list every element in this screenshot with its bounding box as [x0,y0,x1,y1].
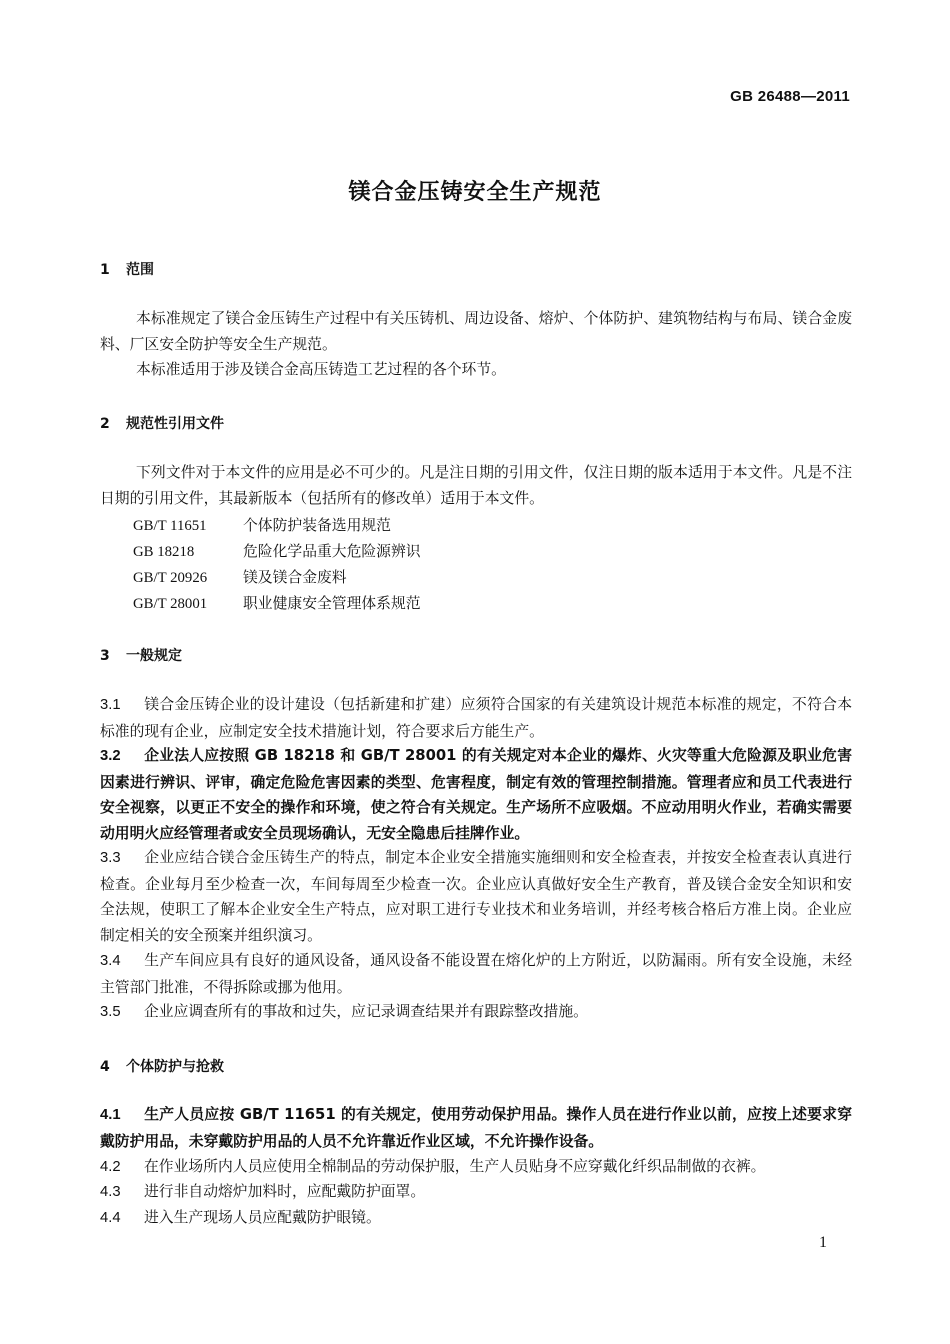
clause-number: 4.1 [100,1107,121,1123]
clause-text: 在作业场所内人员应使用全棉制品的劳动保护服，生产人员贴身不应穿戴化纤织品制做的衣裤。 [144,1158,766,1175]
clause-number: 4.2 [100,1159,121,1175]
clause-3-4 [100,948,852,1000]
clause-3-1 [100,692,852,744]
clause-number: 3.1 [100,697,121,713]
section-title: 范围 [126,262,154,278]
reference-name: 镁及镁合金废料 [243,569,347,586]
clause-number: 3.4 [100,953,121,969]
reference-code: GB 18218 [133,544,195,560]
clause-4-1 [100,1102,852,1154]
reference-code: GB/T 28001 [133,596,208,612]
reference-code: GB/T 11651 [133,518,207,534]
section-number: 2 [100,416,110,432]
clause-number: 3.3 [100,850,121,866]
clause-text: 进入生产现场人员应配戴防护眼镜。 [144,1209,381,1226]
clause-text: 企业法人应按照 GB 18218 和 GB/T 28001 的有关规定对本企业的爆炸、火灾等重大危险源及职业危害因素进行辨识、评审，确定危险危害因素的类型、危害程度，制定有效的管理控制措施。管理者应和员工代表进行安全视察，以更正不安全的操作和环境，使之符合有关规定。生产场所不应吸烟。不应动用明火作业，若确实需要动用明火应经管理者或安全员现场确认，无安全隐患后挂牌作业。 [100,747,852,842]
section-title: 个体防护与抢救 [126,1059,224,1075]
clause-4-4 [100,1205,852,1232]
section-1-paragraph-1: 本标准规定了镁合金压铸生产过程中有关压铸机、周边设备、熔炉、个体防护、建筑物结构与布局、镁合金废料、厂区安全防护等安全生产规范。 [100,310,852,353]
clause-text: 镁合金压铸企业的设计建设（包括新建和扩建）应须符合国家的有关建筑设计规范本标准的规定，不符合本标准的现有企业，应制定安全技术措施计划，符合要求后方能生产。 [100,696,852,740]
reference-name: 个体防护装备选用规范 [243,517,391,534]
clause-3-3 [100,845,852,948]
clause-number: 3.2 [100,748,121,764]
section-title: 规范性引用文件 [126,416,224,432]
reference-item [133,514,391,535]
clause-text: 生产人员应按 GB/T 11651 的有关规定，使用劳动保护用品。操作人员在进行作业以前，应按上述要求穿戴防护用品，未穿戴防护用品的人员不允许靠近作业区域，不允许操作设备。 [100,1106,852,1150]
clause-4-2 [100,1154,852,1181]
section-2-paragraph-1: 下列文件对于本文件的应用是必不可少的。凡是注日期的引用文件，仅注日期的版本适用于本文件。凡是不注日期的引用文件，其最新版本（包括所有的修改单）适用于本文件。 [100,464,852,507]
section-3-heading [100,645,182,665]
reference-name: 危险化学品重大危险源辨识 [243,543,421,560]
section-1-heading [100,259,154,279]
standard-code: GB 26488—2011 [730,88,850,105]
clause-number: 4.3 [100,1184,121,1200]
clause-3-5 [100,999,852,1026]
page-number: 1 [819,1234,827,1251]
clause-text: 企业应结合镁合金压铸生产的特点，制定本企业安全措施实施细则和安全检查表，并按安全检查表认真进行检查。企业每月至少检查一次，车间每周至少检查一次。企业应认真做好安全生产教育，普及镁合金安全知识和安全法规，使职工了解本企业安全生产特点，应对职工进行专业技术和业务培训，并经考核合格后方准上岗。企业应制定相关的安全预案并组织演习。 [100,849,852,944]
section-number: 3 [100,648,110,664]
clause-number: 4.4 [100,1210,121,1226]
clause-text: 企业应调查所有的事故和过失，应记录调查结果并有跟踪整改措施。 [144,1003,588,1020]
reference-item [133,566,347,587]
reference-name: 职业健康安全管理体系规范 [243,595,421,612]
clause-number: 3.5 [100,1004,121,1020]
section-1-paragraph-2: 本标准适用于涉及镁合金高压铸造工艺过程的各个环节。 [136,361,506,378]
section-number: 4 [100,1059,110,1075]
section-title: 一般规定 [126,648,182,664]
reference-item [133,592,421,613]
document-title: 镁合金压铸安全生产规范 [348,180,602,205]
section-4-heading [100,1056,224,1076]
clause-4-3 [100,1179,852,1206]
reference-code: GB/T 20926 [133,570,208,586]
section-number: 1 [100,262,110,278]
clause-text: 生产车间应具有良好的通风设备，通风设备不能设置在熔化炉的上方附近，以防漏雨。所有安全设施，未经主管部门批准，不得拆除或挪为他用。 [100,952,852,996]
clause-3-2 [100,743,852,846]
clause-text: 进行非自动熔炉加料时，应配戴防护面罩。 [144,1183,426,1200]
section-2-heading [100,413,224,433]
reference-item [133,540,421,561]
